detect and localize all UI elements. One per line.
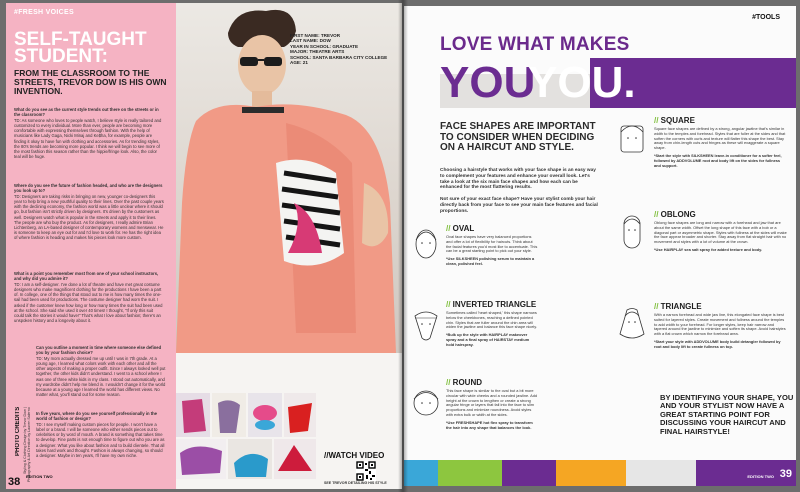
bio-line: FIRST NAME: TREVOR <box>290 33 341 38</box>
shape-title: INVERTED TRIANGLE <box>452 300 537 309</box>
stripe-gray <box>626 460 696 486</box>
inverted-triangle-face-icon <box>408 306 444 344</box>
shape-tip: *Use FRESHSHAPE hot flex spray to transform the hair into any shape that balances the look. <box>446 419 533 430</box>
qa-block <box>36 345 166 397</box>
edition-label: EDITION TWO <box>26 474 53 479</box>
stripe-purple <box>502 460 556 486</box>
stripe-orange <box>556 460 626 486</box>
qa-answer: TD: As someone who loves to people watch, I believe style is really tailored and customized to every individual. More than ever, people are becoming more comfortable with expressing themselves through fashion. With the help of musicians like Lady Gaga, Nicki Minaj and Ke$ha, for example, people are finding it okay to have fun with clothing and accessories. As for trending styles, the 80's trends are becoming more popular. I think we will begin to see more of the most fashion this season rather than the hippie/fringe look. Also, the color teal will be huge. <box>14 118 162 159</box>
bio-line: LAST NAME: DOW <box>290 38 331 44</box>
shape-body: This face shape is similar to the oval but a bit more circular with wide cheeks and a rounded jawline. Add height at the crown to lengthen or create a strong angular fringe or layers that fall into the face to slim proportions and minimize roundness. Avoid styles with extra bulk or width at the sides. <box>446 388 538 417</box>
qa-answer: TD: I see myself making custom pieces for people. I won't have a label or a brand. I will be someone who either sends pieces out to celebrities or by word of mouth. A brand is something that takes time to develop. Fine parts is not enough time to figure out who you are as a designer. What you like about fashion and to build clientele. That all takes hard work and thought. Fashion is always changing, so should a designer. Maybe in ten years, I'll have my own niche. <box>36 422 165 458</box>
shape-oblong: // OBLONG Oblong face shapes are long and narrow with a forehead and jaw that are about the same width. Offset the long shape of this face with a bob or a diagonal part or asymmetric shape. Styles with fullness at the sides will make the face appear broader and shorter. Stay away from flat straight hair with no movement and styles with a lot of volume at the crown. *Use HAIRPLAY sea salt spray for added texture and body. <box>654 210 787 252</box>
shape-body: Oblong face shapes are long and narrow with a forehead and jaw that are about the same width. Offset the long shape of this face with a bob or a diagonal part or asymmetric shape. Styles with fullness at the sides will make the face appear broader and shorter. Stay away from flat straight hair with no movement and styles with a lot of volume at the crown. <box>654 220 787 245</box>
face-shapes-intro: Choosing a hairstyle that works with your face shape is an easy way to complement your features and enhance your overall look. Let's take a look at the six main face shapes and how each can be enhanced for the most flattering results. <box>440 168 596 191</box>
watch-video-link[interactable]: //WATCH VIDEO <box>324 451 385 460</box>
shape-title: OBLONG <box>660 210 696 219</box>
qa-block <box>14 183 164 240</box>
closing-statement: BY IDENTIFYING YOUR SHAPE, YOU AND YOUR STYLIST NOW HAVE A GREAT STARTING POINT FOR DISCUSSING YOUR HAIRCUT AND FINAL HAIRSTYLE! <box>660 393 794 436</box>
shape-tip: *Start the style with SILKSHEEN leave-in conditioner for a softer feel, followed by ADDVOLUME root and body lift on the sides for fullness and support. <box>654 152 782 168</box>
stripe-green <box>438 460 502 486</box>
oblong-face-icon <box>614 212 650 250</box>
article-subtitle: FROM THE CLASSROOM TO THE STREETS, TREVOR DOW IS HIS OWN INVENTION. <box>14 68 167 96</box>
you-word-purple: YOU <box>440 58 536 107</box>
bio-line: SCHOOL: SANTA BARBARA CITY COLLEGE <box>290 54 388 60</box>
shape-body: With a narrow forehead and wide jaw line, this elongated face shape is best suited for layered styles. Create movement and fullness around the temples to add width to your forehead. For longer styles, keep hair narrow and tapered around the jawline to minimize and soften its shape. Avoid hairstyles with a flat crown which narrow the forehead area. <box>654 312 786 337</box>
page-number: 39 <box>779 468 792 480</box>
qa-question: Can you outline a moment in time where someone else defined you by your fashion choice? <box>36 345 162 356</box>
hero-headline: LOVE WHAT MAKES <box>440 34 630 55</box>
qa-block <box>36 411 166 458</box>
qa-block <box>14 107 164 159</box>
right-page <box>404 6 796 486</box>
oval-face-icon <box>408 224 444 262</box>
shape-body: Square face shapes are defined by a strong, angular jawline that's similar in width to the temples and forehead. Styles that are fuller at the sides and that soften the corners with curls and texture will flatter this shape the best. Stay away from chin-length cuts and fringes as these will exaggerate a square shape. <box>654 126 786 151</box>
qa-question: In five years, where do you see yourself professionally in the world of fashion or design? <box>36 411 158 422</box>
color-stripes <box>404 460 796 486</box>
qa-answer: TD: Designers are taking risks in bringing on new, younger co-designers this year to help bring a new youthful quality to their lines. Over the past couple years with the declining economy, the fashion world was a little unclear where it should go, but fashion isn't strictly driven by designers. It's driven by the customers as well. Designers watch what is popular in the streets and apply it to their lines. The people are who buy the product. As for designers, I really admire Brian Lichtenberg, an LA-based designer of contemporary womens and menswear. He is someone to keep an eye out for and I'd love to work for. He has the right idea of where fashion is heading and makes his pieces look more custom. <box>14 194 164 240</box>
edition-label: EDITION TWO <box>747 474 774 479</box>
shape-body: Sometimes called 'heart shaped,' this shape narrows below the cheekbones, reaching a defined pointed chin. Styles that are fuller around the chin area will widen the jawline and balance this face shape nicely. <box>446 310 537 330</box>
qa-question: Where do you see the future of fashion headed, and who are the designers you look up to? <box>14 183 163 194</box>
article-title: SELF-TAUGHT STUDENT: <box>14 29 147 67</box>
qa-answer: TD: My mom actually dressed me up until I was in 7th grade. At a young age, I learned what colors work with each other and all the other aspects of making a proper outfit. Since I always looked well put together, the other kids didn't understand. I went to a school where I was one of three white kids in my class. I stood out automatically, and my wardrobe didn't help me blend in. I wouldn't change it for the world because at a young age I learned the world has different views. No matter what, you'll stand out for some reason. <box>36 356 166 397</box>
stripe-blue <box>404 460 438 486</box>
shape-body: Oval face shapes have very balanced proportions and offer a lot of flexibility for haircuts. Think about the facial features you'd most like to accentuate. This can be a great starting point to pick out your style. <box>446 234 538 254</box>
face-shapes-tip: Not sure of your exact face shape? Have your stylist comb your hair directly back from your face to see your main face features and facial proportions. <box>440 197 598 214</box>
shape-tip: *Bulk up the style with HAIRPLAY makeover spray and a final spray of HAIRSTAY medium hold hairspray. <box>446 332 530 347</box>
section-tag: #FRESH VOICES <box>14 9 74 16</box>
shape-oval: // OVAL Oval face shapes have very balanced proportions and offer a lot of flexibility for haircuts. Think about the facial features you'd most like to accentuate. This can be a great starting point to pick out your style. *Use SILKSHEEN polishing serum to maintain a clean, polished feel. <box>446 224 538 266</box>
shape-tip: *Use SILKSHEEN polishing serum to maintain a clean, polished feel. <box>446 256 535 266</box>
design-thumbnails <box>176 393 316 479</box>
qa-question: What do you see as the current style trends out there on the streets or in the classroom? <box>14 107 159 118</box>
shape-title: TRIANGLE <box>660 302 702 311</box>
you-word-white: YOU. <box>528 58 636 107</box>
page-number: 38 <box>8 476 21 488</box>
shape-title: SQUARE <box>660 116 695 125</box>
qa-answer: TD: I am a self-designer. I've done a lot of theatre and have met great costume designers who make magnificent clothing for the productions I have been a part of. In college, one of the things that stood out to me is how many times the one-sail had been used for productions. The costume designer had worn the suit. I asked if the customer knew how long or how many times the suit had been used at the school. She said she used it over 40 times! I thought, "If only this suit could talk the stories it would have!" That's what I love about fashion; there's an unspoken history and a longevity about it. <box>14 282 163 323</box>
photo-credit-title: PHOTO CREDITS <box>15 407 21 457</box>
square-face-icon <box>614 118 650 156</box>
bio-line: MAJOR: THEATRE ARTS <box>290 49 345 55</box>
photo-credit-body: Styling & Clothing Design by Trevor Dow | Photography & Art Direction by Lauren Salerno <box>23 407 31 482</box>
shape-round: // ROUND This face shape is similar to the oval but a bit more circular with wide cheeks and a rounded jawline. Add height at the crown to lengthen or create a strong angular fringe or layers that fall into the face to slim proportions and minimize roundness. Avoid styles with extra bulk or width at the sides. *Use FRESHSHAPE hot flex spray to transform the hair into any shape that balances the look. <box>446 378 538 430</box>
shape-square: // SQUARE Square face shapes are defined by a strong, angular jawline that's similar in width to the temples and forehead. Styles that are fuller at the sides and that soften the corners with curls and texture will flatter this shape the best. Stay away from chin-length cuts and fringes as these will exaggerate a square shape. *Start the style with SILKSHEEN leave-in conditioner for a softer feel, followed by ADDVOLUME root and body lift on the sides for fullness and support. <box>654 116 788 168</box>
video-caption: SEE TREVOR DETAILING HIS STYLE <box>324 481 387 485</box>
spine-gutter <box>398 0 408 492</box>
bio-line: YEAR IN SCHOOL: GRADUATE <box>290 43 359 49</box>
shape-title: OVAL <box>452 224 475 233</box>
bio-block <box>290 33 402 65</box>
shape-title: ROUND <box>452 378 483 387</box>
shape-triangle: // TRIANGLE With a narrow forehead and wide jaw line, this elongated face shape is best suited for layered styles. Create movement and fullness around the temples to add width to your forehead. For longer styles, keep hair narrow and tapered around the jawline to minimize and soften its shape. Avoid hairstyles with a flat crown which narrow the forehead area. *Start your style with ADDVOLUME body build detangler followed by root and body lift to create fullness on top. <box>654 302 788 350</box>
qr-code-icon[interactable] <box>356 461 376 481</box>
round-face-icon <box>408 382 444 420</box>
shape-inverted-triangle: // INVERTED TRIANGLE Sometimes called 'heart shaped,' this shape narrows below the cheekbones, reaching a defined pointed chin. Styles that are fuller around the chin area will widen the jawline and balance this face shape nicely. *Bulk up the style with HAIRPLAY makeover spray and a final spray of HAIRSTAY medium hold hairspray. <box>446 300 537 347</box>
left-page <box>6 3 402 489</box>
qa-block <box>14 271 164 323</box>
you-banner <box>440 58 796 108</box>
shape-tip: *Start your style with ADDVOLUME body build detangler followed by root and body lift to create fullness on top. <box>654 338 781 349</box>
triangle-face-icon <box>614 304 650 342</box>
qa-question: What is a point you remember most from one of your school instructors, and why did you admire it? <box>14 271 159 282</box>
shape-tip: *Use HAIRPLAY sea salt spray for added texture and body. <box>654 246 763 252</box>
face-shapes-heading: FACE SHAPES ARE IMPORTANT TO CONSIDER WHEN DECIDING ON A HAIRCUT AND STYLE. <box>440 121 596 153</box>
section-tag: #TOOLS <box>752 14 780 21</box>
bio-line: AGE: 21 <box>290 60 308 66</box>
